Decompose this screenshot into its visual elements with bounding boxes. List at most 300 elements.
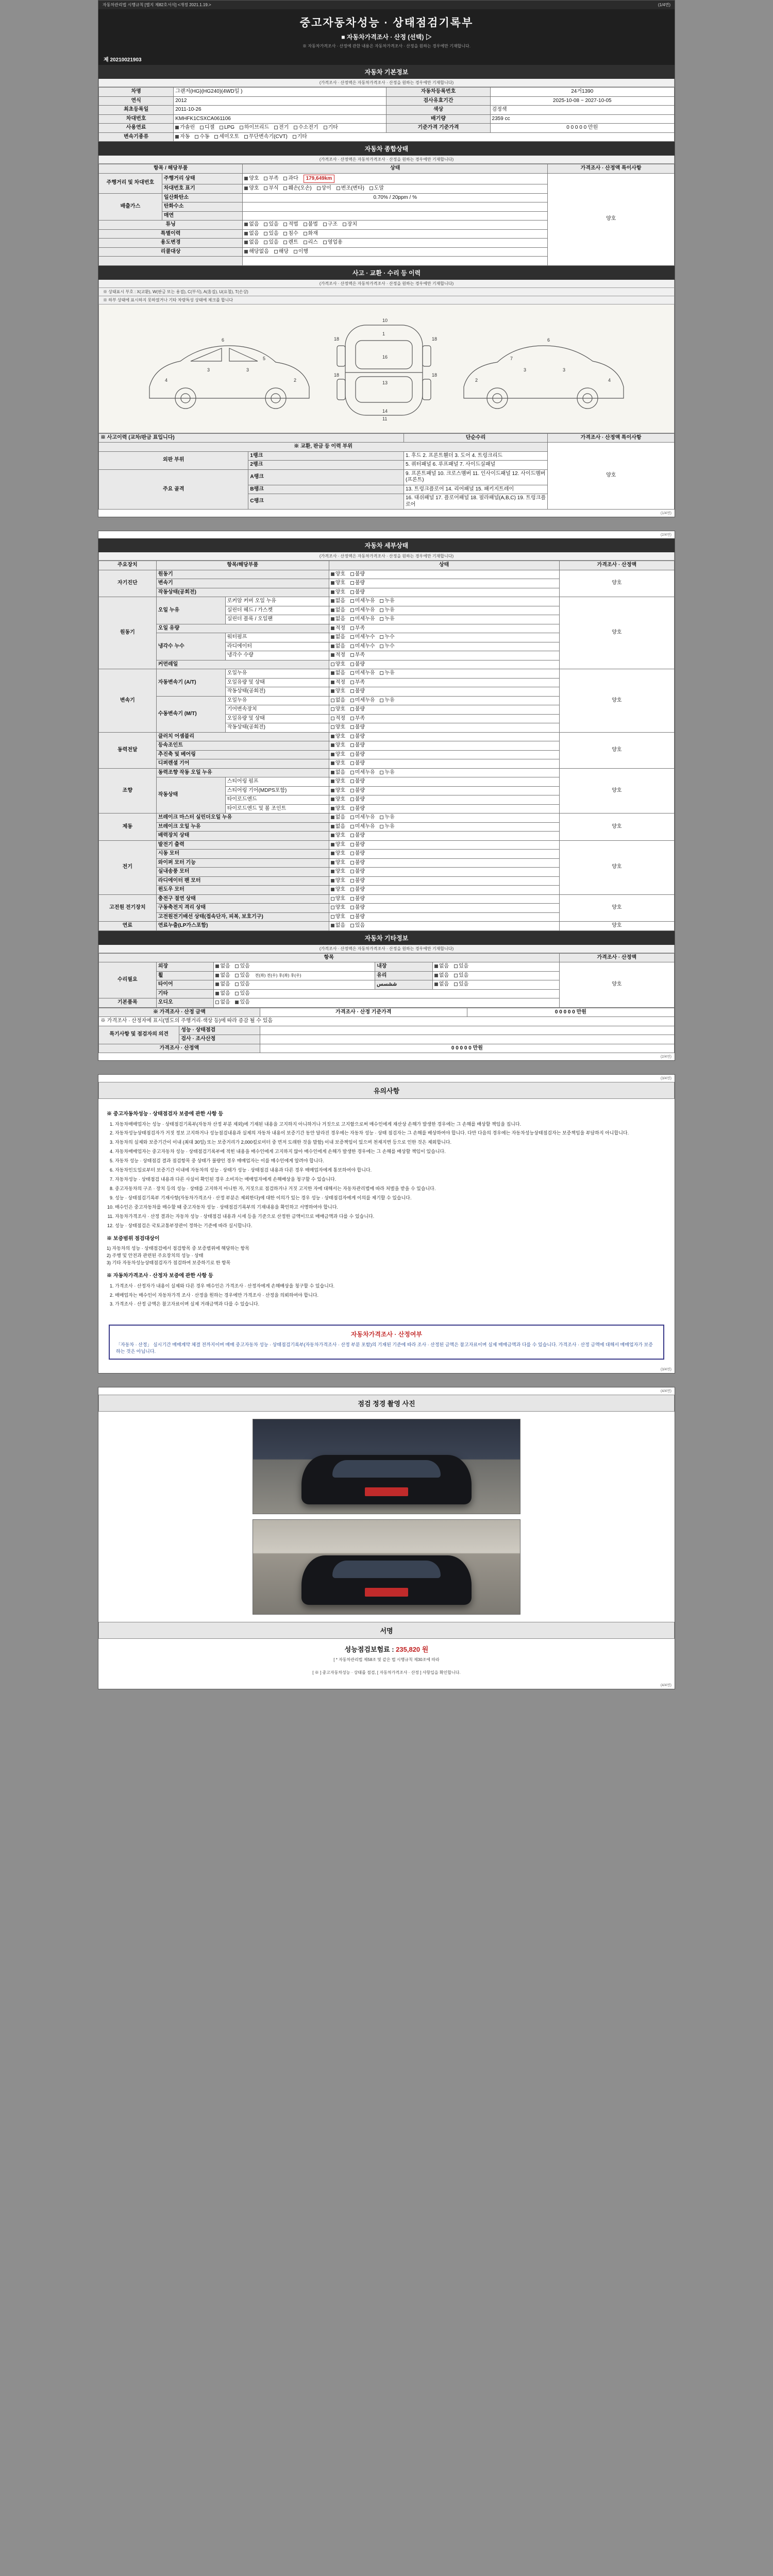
opt-yes[interactable] [235, 991, 249, 997]
opt-leak[interactable] [380, 815, 394, 821]
opt-none[interactable] [215, 981, 230, 988]
checkbox-icon[interactable] [264, 187, 267, 190]
opt-ok[interactable] [331, 896, 345, 903]
vin-opt-3[interactable] [317, 185, 331, 192]
mileage-opt-0[interactable] [244, 176, 259, 182]
checkbox-icon[interactable] [331, 572, 334, 576]
opt-leak[interactable] [380, 670, 394, 677]
checkbox-icon[interactable] [350, 843, 354, 846]
opt-leak[interactable] [380, 634, 394, 641]
checkbox-icon[interactable] [350, 608, 354, 612]
opt-ok[interactable] [331, 869, 345, 875]
checkbox-icon[interactable] [331, 717, 334, 720]
opt-none[interactable] [331, 815, 345, 821]
opt-bad[interactable] [350, 724, 365, 731]
tuning-sub-1[interactable] [304, 222, 318, 228]
checkbox-icon[interactable] [331, 915, 334, 919]
checkbox-icon[interactable] [380, 699, 383, 702]
opt-bad[interactable] [350, 905, 365, 911]
mileage-opt-1[interactable] [264, 176, 278, 182]
checkbox-icon[interactable] [274, 126, 278, 129]
checkbox-icon[interactable] [380, 825, 383, 828]
checkbox-icon[interactable] [331, 653, 334, 657]
checkbox-icon[interactable] [244, 177, 248, 180]
checkbox-icon[interactable] [350, 707, 354, 711]
opt-none[interactable] [331, 824, 345, 831]
checkbox-icon[interactable] [350, 653, 354, 657]
opt-none[interactable] [331, 643, 345, 650]
checkbox-icon[interactable] [350, 753, 354, 756]
checkbox-icon[interactable] [331, 753, 334, 756]
vin-opt-1[interactable] [264, 185, 278, 192]
checkbox-icon[interactable] [331, 924, 334, 927]
trans-option-1[interactable] [195, 134, 209, 141]
wheel-pos-1: 전(우) [266, 973, 278, 978]
checkbox-icon[interactable] [331, 852, 334, 855]
opt-bad[interactable] [350, 734, 365, 740]
opt-slight[interactable] [350, 616, 375, 623]
opt-ok[interactable] [331, 796, 345, 803]
checkbox-icon[interactable] [350, 834, 354, 837]
opt-leak[interactable] [380, 698, 394, 704]
checkbox-icon[interactable] [195, 135, 198, 139]
checkbox-icon[interactable] [244, 241, 248, 244]
opt-slight[interactable] [350, 607, 375, 614]
checkbox-icon[interactable] [244, 187, 248, 190]
opt-none[interactable] [215, 973, 230, 979]
opt-bad[interactable] [350, 887, 365, 893]
opt-none[interactable] [331, 634, 345, 641]
recall-opt-1[interactable] [274, 249, 289, 256]
fuel-option-0[interactable] [175, 125, 195, 131]
checkbox-icon[interactable] [331, 707, 334, 711]
checkbox-icon[interactable] [235, 964, 239, 968]
checkbox-icon[interactable] [350, 617, 354, 621]
checkbox-icon[interactable] [331, 699, 334, 702]
opt-yes[interactable] [235, 973, 249, 979]
usage-opt-1[interactable] [264, 240, 278, 246]
opt-bad[interactable] [350, 788, 365, 794]
opt-leak[interactable] [380, 607, 394, 614]
opt-yes[interactable] [235, 999, 249, 1006]
opt-bad[interactable] [350, 842, 365, 849]
checkbox-icon[interactable] [323, 223, 327, 226]
checkbox-icon[interactable] [350, 816, 354, 819]
checkbox-icon[interactable] [304, 232, 307, 235]
opt-yes[interactable] [235, 981, 249, 988]
checkbox-icon[interactable] [331, 843, 334, 846]
opt-ok[interactable] [331, 589, 345, 596]
opt-none[interactable] [215, 999, 230, 1006]
opt-leak[interactable] [380, 598, 394, 605]
checkbox-icon[interactable] [215, 982, 219, 986]
checkbox-icon[interactable] [350, 699, 354, 702]
checkbox-icon[interactable] [380, 671, 383, 675]
tuning-sub-0[interactable] [283, 222, 298, 228]
special-sub-1[interactable] [304, 231, 318, 238]
checkbox-icon[interactable] [331, 671, 334, 675]
opt-bad[interactable] [350, 589, 365, 596]
vin-opt-4[interactable] [337, 185, 364, 192]
opt-slight[interactable] [350, 770, 375, 776]
checkbox-icon[interactable] [240, 126, 243, 129]
checkbox-icon[interactable] [331, 897, 334, 901]
checkbox-icon[interactable] [350, 689, 354, 693]
opt-ok[interactable] [331, 914, 345, 921]
trans-option-3[interactable] [244, 134, 288, 141]
checkbox-icon[interactable] [235, 982, 239, 986]
opt-ok[interactable] [331, 680, 345, 686]
checkbox-icon[interactable] [350, 735, 354, 738]
checkbox-icon[interactable] [331, 870, 334, 873]
checkbox-icon[interactable] [215, 1001, 219, 1004]
checkbox-icon[interactable] [331, 689, 334, 693]
checkbox-icon[interactable] [294, 250, 297, 253]
checkbox-icon[interactable] [350, 906, 354, 909]
checkbox-icon[interactable] [331, 761, 334, 765]
checkbox-icon[interactable] [434, 982, 438, 986]
checkbox-icon[interactable] [200, 126, 204, 129]
opt-ok[interactable] [331, 652, 345, 659]
checkbox-icon[interactable] [317, 187, 321, 190]
opt-none[interactable] [331, 598, 345, 605]
opt-ok[interactable] [331, 688, 345, 695]
checkbox-icon[interactable] [331, 743, 334, 747]
usage-sub-1[interactable] [304, 240, 318, 246]
opt-ok[interactable] [331, 833, 345, 839]
opt-bad[interactable] [350, 778, 365, 785]
checkbox-icon[interactable] [264, 232, 267, 235]
opt-ok[interactable] [331, 806, 345, 812]
opt-slight[interactable] [350, 670, 375, 677]
checkbox-icon[interactable] [350, 798, 354, 801]
opt-leak[interactable] [380, 770, 394, 776]
opt-ok[interactable] [331, 860, 345, 867]
checkbox-icon[interactable] [350, 725, 354, 729]
checkbox-icon[interactable] [350, 572, 354, 576]
checkbox-icon[interactable] [331, 816, 334, 819]
special-opt-1[interactable] [264, 231, 278, 238]
opinion-value-0[interactable] [260, 1026, 674, 1035]
opt-label: 없음 [439, 972, 449, 978]
opt-none[interactable] [331, 607, 345, 614]
checkbox-icon[interactable] [331, 779, 334, 783]
opt-slight[interactable] [350, 815, 375, 821]
checkbox-icon[interactable] [323, 241, 327, 244]
checkbox-icon[interactable] [294, 126, 297, 129]
checkbox-icon[interactable] [350, 761, 354, 765]
opt-slight[interactable] [350, 643, 375, 650]
opt-low[interactable] [350, 625, 365, 632]
checkbox-icon[interactable] [331, 617, 334, 621]
fuel-option-2[interactable] [220, 125, 234, 131]
checkbox-icon[interactable] [350, 590, 354, 594]
checkbox-icon[interactable] [350, 771, 354, 774]
opt-bad[interactable] [350, 571, 365, 578]
opt-label: 불량 [355, 733, 365, 739]
checkbox-icon[interactable] [244, 232, 248, 235]
checkbox-icon[interactable] [350, 581, 354, 585]
fuel-option-3[interactable] [240, 125, 269, 131]
checkbox-icon[interactable] [235, 992, 239, 995]
usage-sub-2[interactable] [323, 240, 343, 246]
checkbox-icon[interactable] [304, 241, 307, 244]
opt-low[interactable] [350, 680, 365, 686]
usage-opt-0[interactable] [244, 240, 259, 246]
checkbox-icon[interactable] [380, 635, 383, 639]
opt-bad[interactable] [350, 914, 365, 921]
checkbox-icon[interactable] [175, 135, 179, 139]
checkbox-icon[interactable] [283, 187, 287, 190]
opt-leak[interactable] [380, 643, 394, 650]
opt-bad[interactable] [350, 860, 365, 867]
recall-opt-2[interactable] [294, 249, 308, 256]
opt-bad[interactable] [350, 662, 365, 668]
checkbox-icon[interactable] [331, 663, 334, 666]
opt-bad[interactable] [350, 688, 365, 695]
checkbox-icon[interactable] [331, 861, 334, 865]
checkbox-icon[interactable] [350, 924, 354, 927]
label-plate: 자동차등록번호 [386, 88, 490, 97]
inspection-photo-lift[interactable] [253, 1519, 520, 1615]
opt-bad[interactable] [350, 806, 365, 812]
opt-ok[interactable] [331, 905, 345, 911]
checkbox-icon[interactable] [350, 663, 354, 666]
checkbox-icon[interactable] [264, 177, 267, 180]
checkbox-icon[interactable] [380, 816, 383, 819]
opinion-value-1[interactable] [260, 1035, 674, 1044]
checkbox-icon[interactable] [331, 834, 334, 837]
opt-yes[interactable] [454, 963, 468, 970]
checkbox-icon[interactable] [331, 798, 334, 801]
opt-none[interactable] [215, 991, 230, 997]
checkbox-icon[interactable] [350, 779, 354, 783]
checkbox-icon[interactable] [215, 992, 219, 995]
checkbox-icon[interactable] [350, 645, 354, 648]
checkbox-icon[interactable] [350, 789, 354, 792]
checkbox-icon[interactable] [331, 645, 334, 648]
opt-low[interactable] [350, 652, 365, 659]
checkbox-icon[interactable] [331, 906, 334, 909]
checkbox-icon[interactable] [331, 725, 334, 729]
opt-bad[interactable] [350, 896, 365, 903]
checkbox-icon[interactable] [350, 915, 354, 919]
checkbox-icon[interactable] [214, 135, 218, 139]
opt-bad[interactable] [350, 580, 365, 587]
opt-ok[interactable] [331, 662, 345, 668]
checkbox-icon[interactable] [274, 250, 278, 253]
opt-bad[interactable] [350, 752, 365, 758]
opt-bad[interactable] [350, 760, 365, 767]
opt-ok[interactable] [331, 878, 345, 885]
special-sub-0[interactable] [283, 231, 298, 238]
checkbox-icon[interactable] [331, 599, 334, 603]
checkbox-icon[interactable] [175, 126, 179, 129]
checkbox-icon[interactable] [304, 223, 307, 226]
checkbox-icon[interactable] [220, 126, 223, 129]
checkbox-icon[interactable] [350, 635, 354, 639]
opinion-row-0: 성능 · 상태점검 [179, 1026, 260, 1035]
opt-ok[interactable] [331, 760, 345, 767]
opt-yes[interactable] [350, 923, 365, 929]
opt-yes[interactable] [235, 963, 249, 970]
opt-bad[interactable] [350, 878, 365, 885]
checkbox-icon[interactable] [434, 964, 438, 968]
opt-ok[interactable] [331, 851, 345, 857]
opt-bad[interactable] [350, 869, 365, 875]
checkbox-icon[interactable] [350, 743, 354, 747]
opt-ok[interactable] [331, 571, 345, 578]
checkbox-icon[interactable] [380, 771, 383, 774]
opt-none[interactable] [331, 670, 345, 677]
special-opt-0[interactable] [244, 231, 259, 238]
opt-bad[interactable] [350, 796, 365, 803]
checkbox-icon[interactable] [244, 135, 248, 139]
checkbox-icon[interactable] [380, 599, 383, 603]
checkbox-icon[interactable] [350, 681, 354, 684]
opt-none[interactable] [434, 981, 449, 988]
opt-ok[interactable] [331, 742, 345, 749]
checkbox-icon[interactable] [283, 223, 287, 226]
opt-ok[interactable] [331, 580, 345, 587]
checkbox-icon[interactable] [434, 974, 438, 977]
opt-ok[interactable] [331, 788, 345, 794]
opt-ok[interactable] [331, 752, 345, 758]
opt-ok[interactable] [331, 842, 345, 849]
opt-bad[interactable] [350, 851, 365, 857]
checkbox-icon[interactable] [350, 599, 354, 603]
inspection-photo-front[interactable] [253, 1419, 520, 1514]
checkbox-icon[interactable] [380, 617, 383, 621]
checkbox-icon[interactable] [380, 608, 383, 612]
vin-opt-0[interactable] [244, 185, 259, 192]
checkbox-icon[interactable] [331, 681, 334, 684]
checkbox-icon[interactable] [454, 974, 458, 977]
checkbox-icon[interactable] [350, 879, 354, 883]
opt-none[interactable] [331, 616, 345, 623]
opt-none[interactable] [331, 770, 345, 776]
checkbox-icon[interactable] [283, 241, 287, 244]
checkbox-icon[interactable] [331, 608, 334, 612]
checkbox-icon[interactable] [350, 671, 354, 675]
tuning-kind-1[interactable] [343, 222, 357, 228]
opt-leak[interactable] [380, 824, 394, 831]
checkbox-icon[interactable] [350, 897, 354, 901]
checkbox-icon[interactable] [283, 177, 287, 180]
opt-none[interactable] [434, 973, 449, 979]
opt-bad[interactable] [350, 742, 365, 749]
checkbox-icon[interactable] [293, 135, 296, 139]
checkbox-icon[interactable] [331, 879, 334, 883]
checkbox-icon[interactable] [244, 223, 248, 226]
checkbox-icon[interactable] [235, 1001, 239, 1004]
checkbox-icon[interactable] [283, 232, 287, 235]
checkbox-icon[interactable] [331, 590, 334, 594]
fuel-option-6[interactable] [324, 125, 338, 131]
opt-bad[interactable] [350, 833, 365, 839]
opt-yes[interactable] [454, 981, 468, 988]
checkbox-icon[interactable] [369, 187, 373, 190]
checkbox-icon[interactable] [331, 635, 334, 639]
opt-slight[interactable] [350, 824, 375, 831]
checkbox-icon[interactable] [454, 982, 458, 986]
opt-ok[interactable] [331, 706, 345, 713]
checkbox-icon[interactable] [324, 126, 327, 129]
checkbox-icon[interactable] [331, 807, 334, 810]
checkbox-icon[interactable] [380, 645, 383, 648]
checkbox-icon[interactable] [215, 964, 219, 968]
checkbox-icon[interactable] [264, 241, 267, 244]
opt-ok[interactable] [331, 887, 345, 893]
opt-ok[interactable] [331, 734, 345, 740]
checkbox-icon[interactable] [337, 187, 340, 190]
opt-slight[interactable] [350, 634, 375, 641]
checkbox-icon[interactable] [350, 888, 354, 891]
trans-option-4[interactable] [293, 134, 307, 141]
fuel-option-5[interactable] [294, 125, 318, 131]
opt-yes[interactable] [454, 973, 468, 979]
usage-sub-0[interactable] [283, 240, 298, 246]
checkbox-icon[interactable] [331, 581, 334, 585]
fuel-option-1[interactable] [200, 125, 214, 131]
opt-none[interactable] [434, 963, 449, 970]
trans-option-0[interactable] [175, 134, 190, 141]
opt-none[interactable] [331, 698, 345, 704]
opt-ok[interactable] [331, 716, 345, 722]
checkbox-icon[interactable] [350, 852, 354, 855]
opt-slight[interactable] [350, 598, 375, 605]
checkbox-icon[interactable] [331, 825, 334, 828]
mileage-opt-2[interactable] [283, 176, 298, 182]
checkbox-icon[interactable] [350, 717, 354, 720]
checkbox-icon[interactable] [350, 626, 354, 630]
checkbox-icon[interactable] [454, 964, 458, 968]
opt-low[interactable] [350, 716, 365, 722]
checkbox-icon[interactable] [350, 807, 354, 810]
trans-option-2[interactable] [214, 134, 239, 141]
car-damage-diagram[interactable] [98, 304, 675, 433]
checkbox-icon[interactable] [235, 974, 239, 977]
opt-ok[interactable] [331, 778, 345, 785]
checkbox-icon[interactable] [264, 223, 267, 226]
fuel-option-4[interactable] [274, 125, 289, 131]
checkbox-icon[interactable] [331, 735, 334, 738]
vin-opt-2[interactable] [283, 185, 311, 192]
tuning-kind-0[interactable] [323, 222, 338, 228]
opt-leak[interactable] [380, 616, 394, 623]
vin-opt-5[interactable] [369, 185, 384, 192]
opt-bad[interactable] [350, 706, 365, 713]
opt-ok[interactable] [331, 625, 345, 632]
opt-none[interactable] [331, 923, 345, 929]
tuning-opt-0[interactable] [244, 222, 259, 228]
checkbox-icon[interactable] [331, 771, 334, 774]
checkbox-icon[interactable] [343, 223, 346, 226]
checkbox-icon[interactable] [350, 825, 354, 828]
opt-none[interactable] [215, 963, 230, 970]
opt-ok[interactable] [331, 724, 345, 731]
checkbox-icon[interactable] [331, 789, 334, 792]
checkbox-icon[interactable] [350, 870, 354, 873]
checkbox-icon[interactable] [350, 861, 354, 865]
checkbox-icon[interactable] [331, 888, 334, 891]
checkbox-icon[interactable] [215, 974, 219, 977]
checkbox-icon[interactable] [244, 250, 248, 253]
opt-slight[interactable] [350, 698, 375, 704]
tuning-opt-1[interactable] [264, 222, 278, 228]
checkbox-icon[interactable] [331, 626, 334, 630]
recall-opt-0[interactable] [244, 249, 269, 256]
